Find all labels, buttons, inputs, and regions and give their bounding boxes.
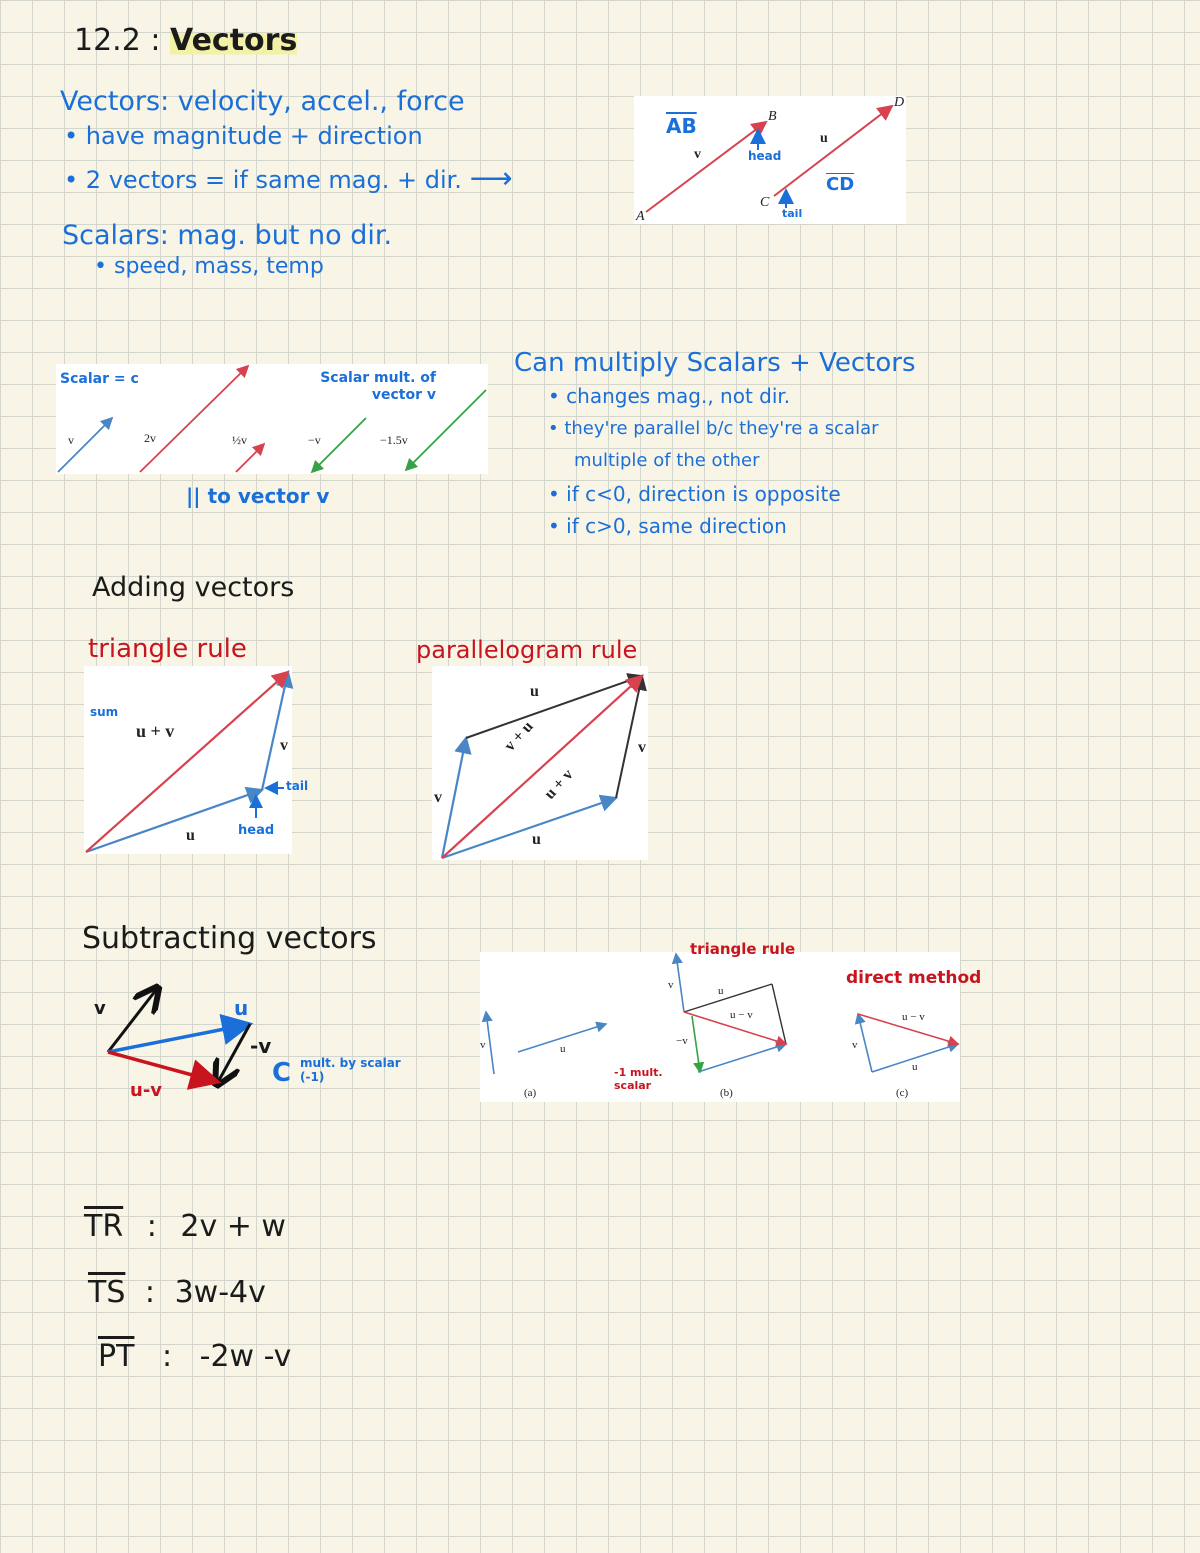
vectors-bullet-1: • have magnitude + direction <box>64 122 423 150</box>
c-vector-v <box>858 1014 872 1072</box>
expression-ts: 3w-4v <box>174 1275 266 1310</box>
fig-mult-scalar-note: -1 mult. scalar <box>614 1066 663 1093</box>
b-side-right <box>772 984 786 1044</box>
multiply-bullet-1-text: changes mag., not dir. <box>566 384 791 408</box>
point-b: B <box>768 109 777 124</box>
figure-triangle-rule <box>84 666 309 854</box>
label-half-v: ½v <box>232 433 247 447</box>
expression-tr: 2v + w <box>180 1209 286 1244</box>
scalar-c-note: Scalar = c <box>60 371 139 387</box>
b-label-u: u <box>718 985 724 997</box>
multiply-bullet-4-text: if c>0, same direction <box>566 514 787 538</box>
multiply-bullet-3-text: if c<0, direction is opposite <box>566 482 841 506</box>
multiply-bullet-4: • if c>0, same direction <box>548 514 787 538</box>
a-vector-v <box>486 1012 494 1074</box>
sketch-label-u: u <box>234 996 249 1020</box>
sum-note: sum <box>90 705 119 719</box>
b-vector-neg-v <box>692 1016 700 1072</box>
vectors-bullet-2: • 2 vectors = if same mag. + dir. ⟶ <box>64 161 513 196</box>
label-u-plus-v: u + v <box>136 721 175 741</box>
scalars-heading: Scalars: mag. but no dir. <box>62 220 393 251</box>
c-label-u-minus-v: u − v <box>902 1011 925 1023</box>
multiply-heading: Can multiply Scalars + Vectors <box>514 348 916 378</box>
label-v-right: v <box>638 739 646 756</box>
sketch-scalar-note: mult. by scalar (-1) <box>300 1056 401 1085</box>
vector-v <box>58 418 112 472</box>
caption-a: (a) <box>524 1087 537 1099</box>
parallel-caption: || to vector v <box>186 484 330 508</box>
label-u: u <box>186 827 195 844</box>
label-u-bottom: u <box>532 831 541 848</box>
expression-pt: -2w -v <box>199 1339 292 1374</box>
vector-u-bottom <box>442 798 616 858</box>
b-vector-v <box>676 954 684 1012</box>
tail-note: tail <box>286 779 309 793</box>
sketch-label-neg-v: -v <box>250 1034 272 1058</box>
a-label-v: v <box>480 1039 486 1051</box>
vectors-heading: Vectors: velocity, accel., force <box>60 86 465 117</box>
label-neg-1-5v: −1.5v <box>380 433 408 447</box>
vectors-bullet-2-text: 2 vectors = if same mag. + dir. <box>85 166 462 194</box>
label-u-plus-v: u + v <box>541 766 577 803</box>
sketch-label-u-minus-v: u-v <box>130 1080 163 1101</box>
page-title <box>74 23 298 58</box>
sketch-vector-u-minus-v <box>108 1052 218 1082</box>
point-c: C <box>760 195 770 210</box>
section-topic: Vectors <box>170 23 298 58</box>
multiply-bullet-3: • if c<0, direction is opposite <box>548 482 841 506</box>
vector-2v <box>140 366 248 472</box>
fig-direct-method-note: direct method <box>846 968 982 988</box>
b-label-neg-v: −v <box>676 1035 688 1047</box>
b-label-u-minus-v: u − v <box>730 1009 753 1021</box>
caption-c: (c) <box>896 1087 909 1099</box>
figure-scalar-multiples <box>56 364 488 474</box>
label-v-left: v <box>434 789 442 806</box>
multiply-bullet-2-text: they're parallel b/c they're a scalar <box>564 418 879 439</box>
vector-name-tr: $\overline{TR}$ <box>84 1209 124 1244</box>
section-number: 12.2 <box>74 23 141 58</box>
head-note: head <box>238 823 275 838</box>
sketch-vector-u <box>108 1024 250 1052</box>
subtracting-heading: Subtracting vectors <box>82 921 377 956</box>
vector-ab-arrow <box>646 122 766 212</box>
multiply-bullet-2-cont: multiple of the other <box>574 450 760 471</box>
scalar-mult-note: Scalar mult. of vector v <box>320 370 436 403</box>
label-v: v <box>694 147 701 162</box>
point-d: D <box>894 95 905 110</box>
vectors-bullet-1-text: have magnitude + direction <box>85 122 423 150</box>
label-u: u <box>820 131 828 146</box>
pointer-arrow-icon: ⟶ <box>469 161 513 196</box>
label-v-plus-u: v + u <box>501 718 537 755</box>
adding-heading: Adding vectors <box>92 572 295 603</box>
c-label-v: v <box>852 1039 858 1051</box>
vector-diagonal <box>442 676 642 858</box>
equation-tr: $\overline{TR}$ : 2v + w <box>84 1209 286 1244</box>
a-label-u: u <box>560 1043 566 1055</box>
label-2v: 2v <box>144 431 156 445</box>
label-u-top: u <box>530 683 539 700</box>
label-cd: $\overline{CD}$ <box>826 174 855 195</box>
label-neg-v: −v <box>308 433 321 447</box>
vector-u-top <box>466 676 642 738</box>
label-ab: $\overline{AB}$ <box>666 114 697 138</box>
scalars-bullet-1: • speed, mass, temp <box>94 254 324 279</box>
tail-note: tail <box>782 207 803 220</box>
scalars-bullet-1-text: speed, mass, temp <box>113 254 324 279</box>
vector-name-ts: $\overline{TS}$ <box>88 1275 126 1310</box>
sketch-label-c: C <box>272 1058 292 1088</box>
triangle-rule-label: triangle rule <box>88 634 247 664</box>
caption-b: (b) <box>720 1087 733 1099</box>
sketch-label-v: v <box>94 998 106 1019</box>
label-v: v <box>280 737 288 754</box>
b-vector-u-top <box>684 984 772 1012</box>
title-colon: : <box>150 23 161 58</box>
multiply-bullet-2: • they're parallel b/c they're a scalar <box>548 418 879 439</box>
b-vector-u <box>698 1044 786 1072</box>
vector-half-v <box>236 444 264 472</box>
head-note: head <box>748 149 782 163</box>
sketch-vector-neg-v <box>218 1024 250 1082</box>
point-a: A <box>636 209 645 224</box>
parallelogram-rule-label: parallelogram rule <box>416 636 638 664</box>
c-label-u: u <box>912 1061 918 1073</box>
equation-pt: $\overline{PT}$ : -2w -v <box>98 1339 292 1374</box>
figure-equal-vectors <box>634 96 906 224</box>
equation-ts: $\overline{TS}$ : 3w-4v <box>88 1275 266 1310</box>
label-v: v <box>68 433 74 447</box>
vector-v-right <box>616 676 642 798</box>
multiply-bullet-1: • changes mag., not dir. <box>548 384 791 408</box>
vector-v <box>262 672 288 790</box>
vector-u <box>86 790 262 852</box>
figure-parallelogram-rule <box>432 666 648 860</box>
fig-triangle-rule-note: triangle rule <box>690 940 796 958</box>
b-label-v: v <box>668 979 674 991</box>
vector-name-pt: $\overline{PT}$ <box>98 1339 135 1374</box>
